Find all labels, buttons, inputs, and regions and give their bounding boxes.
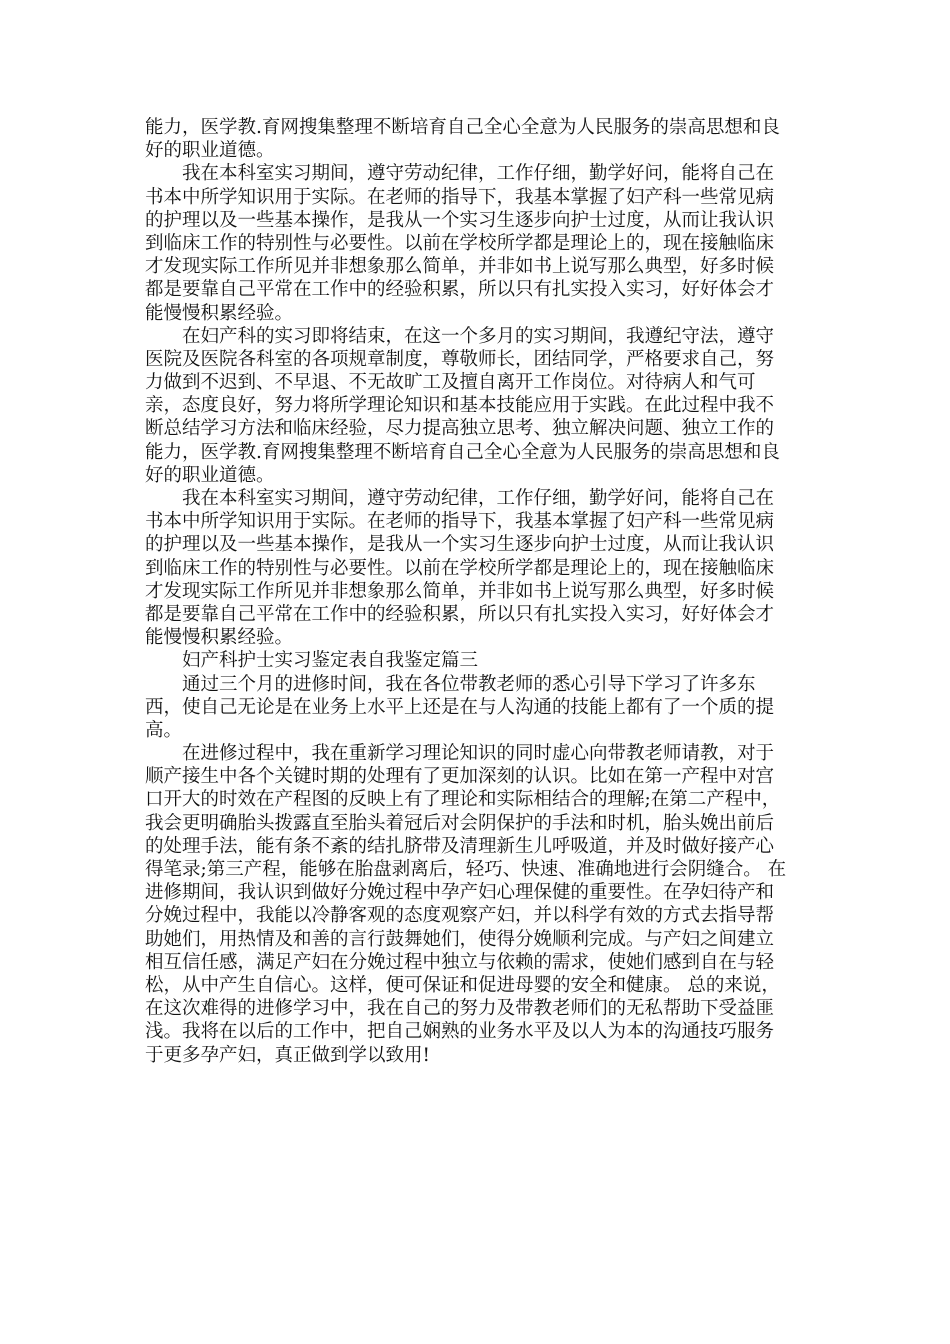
text-line: 力做到不迟到、不早退、不无故旷工及擅自离开工作岗位。对待病人和气可 <box>145 372 756 394</box>
text-line: 在妇产科的实习即将结束，在这一个多月的实习期间，我遵纪守法，遵守 <box>182 325 775 347</box>
text-line: 才发现实际工作所见并非想象那么简单，并非如书上说写那么典型，好多时候 <box>145 256 775 278</box>
text-line: 在这次难得的进修学习中，我在自己的努力及带教老师们的无私帮助下受益匪 <box>145 998 775 1020</box>
text-line: 断总结学习方法和临床经验，尽力提高独立思考、独立解决问题、独立工作的 <box>145 418 775 440</box>
text-line: 能力，医学教.育网搜集整理不断培育自己全心全意为人民服务的崇高思想和良 <box>145 117 780 138</box>
text-line: 助她们，用热情及和善的言行鼓舞她们，使得分娩顺利完成。与产妇之间建立 <box>145 928 775 950</box>
text-line: 松，从中产生自信心。这样，便可保证和促进母婴的安全和健康。 总的来说， <box>145 974 780 996</box>
text-line: 能力，医学教.育网搜集整理不断培育自己全心全意为人民服务的崇高思想和良 <box>145 441 780 463</box>
text-line: 分娩过程中，我能以冷静客观的态度观察产妇，并以科学有效的方式去指导帮 <box>145 905 775 927</box>
text-line: 才发现实际工作所见并非想象那么简单，并非如书上说写那么典型，好多时候 <box>145 580 775 602</box>
text-line: 能慢慢积累经验。 <box>145 302 294 324</box>
text-line: 顺产接生中各个关键时期的处理有了更加深刻的认识。比如在第一产程中对宫 <box>145 766 775 788</box>
text-line: 通过三个月的进修时间，我在各位带教老师的悉心引导下学习了许多东 <box>182 673 756 695</box>
text-line: 相互信任感，满足产妇在分娩过程中独立与依赖的需求，使她们感到自在与轻 <box>145 951 775 973</box>
text-line: 妇产科护士实习鉴定表自我鉴定篇三 <box>182 650 479 672</box>
text-line: 西，使自己无论是在业务上水平上还是在与人沟通的技能上都有了一个质的提 <box>145 696 775 718</box>
text-line: 的处理手法，能有条不紊的结扎脐带及清理新生儿呼吸道，并及时做好接产心 <box>145 835 775 857</box>
text-line: 好的职业道德。 <box>145 464 275 486</box>
text-line: 于更多孕产妇，真正做到学以致用! <box>145 1044 430 1066</box>
document-body <box>145 116 805 1067</box>
text-line: 的护理以及一些基本操作，是我从一个实习生逐步向护士过度，从而让我认识 <box>145 209 775 231</box>
text-line: 医院及医院各科室的各项规章制度，尊敬师长，团结同学，严格要求自己，努 <box>145 348 775 370</box>
text-line: 书本中所学知识用于实际。在老师的指导下，我基本掌握了妇产科一些常见病 <box>145 186 775 208</box>
text-line: 我在本科室实习期间，遵守劳动纪律，工作仔细，勤学好问，能将自己在 <box>182 163 775 185</box>
text-line: 口开大的时效在产程图的反映上有了理论和实际相结合的理解;在第二产程中， <box>145 789 781 811</box>
text-line: 都是要靠自己平常在工作中的经验积累，所以只有扎实投入实习，好好体会才 <box>145 603 775 625</box>
text-line: 得笔录;第三产程，能够在胎盘剥离后，轻巧、快速、准确地进行会阴缝合。 在 <box>145 859 787 880</box>
text-line: 我在本科室实习期间，遵守劳动纪律，工作仔细，勤学好问，能将自己在 <box>182 488 775 509</box>
text-line: 浅。我将在以后的工作中，把自己娴熟的业务水平及以人为本的沟通技巧服务 <box>145 1021 775 1043</box>
text-line: 能慢慢积累经验。 <box>145 627 294 649</box>
text-line: 进修期间，我认识到做好分娩过程中孕产妇心理保健的重要性。在孕妇待产和 <box>145 882 775 904</box>
text-line: 到临床工作的特别性与必要性。以前在学校所学都是理论上的，现在接触临床 <box>145 232 775 254</box>
text-line: 我会更明确胎头拨露直至胎头着冠后对会阴保护的手法和时机，胎头娩出前后 <box>145 812 775 834</box>
text-line: 书本中所学知识用于实际。在老师的指导下，我基本掌握了妇产科一些常见病 <box>145 511 775 533</box>
text-line: 好的职业道德。 <box>145 140 275 162</box>
text-line: 亲，态度良好，努力将所学理论知识和基本技能应用于实践。在此过程中我不 <box>145 395 775 417</box>
text-line: 高。 <box>145 719 183 741</box>
text-line: 都是要靠自己平常在工作中的经验积累，所以只有扎实投入实习，好好体会才 <box>145 279 775 301</box>
text-line: 到临床工作的特别性与必要性。以前在学校所学都是理论上的，现在接触临床 <box>145 557 775 579</box>
text-line: 在进修过程中，我在重新学习理论知识的同时虚心向带教老师请教，对于 <box>182 743 775 765</box>
text-line: 的护理以及一些基本操作，是我从一个实习生逐步向护士过度，从而让我认识 <box>145 534 775 556</box>
